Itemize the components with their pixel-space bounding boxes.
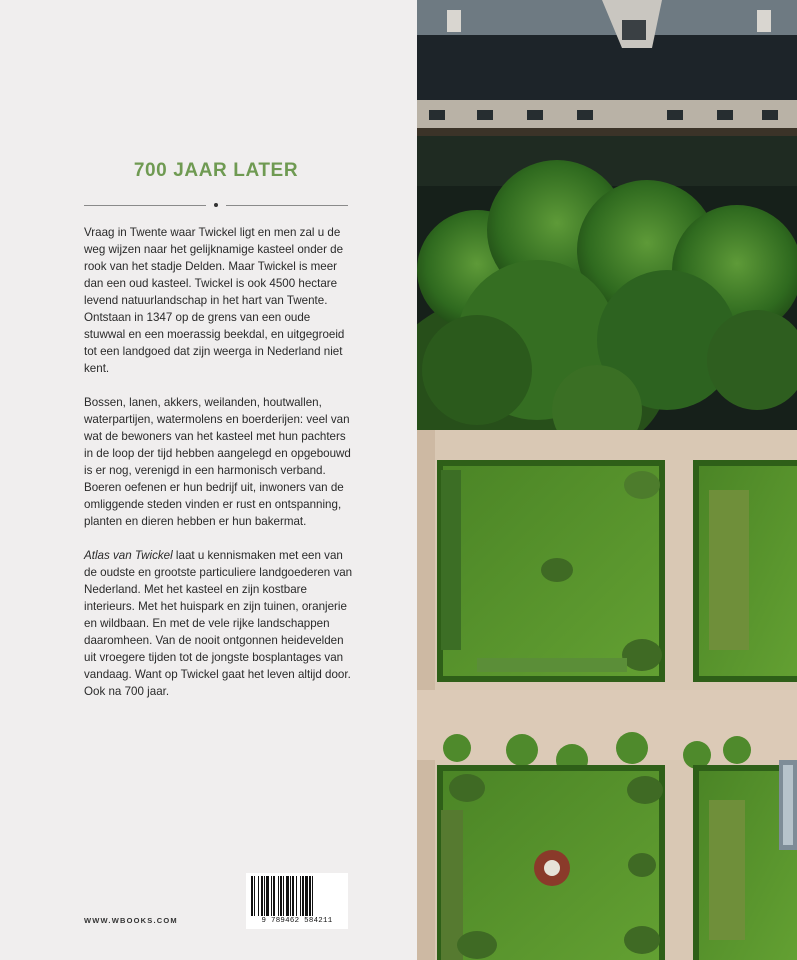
page-title: 700 JAAR LATER — [133, 160, 299, 181]
publisher-website: WWW.WBOOKS.COM — [84, 916, 178, 925]
barcode-icon — [250, 876, 344, 916]
paragraph-2: Bossen, lanen, akkers, weilanden, houtwallen, waterpartijen, watermolens en boerderijen: veel van wat de bewoners van het kasteel met hun pachters in de loop der tijd hebben aangelegd en opgebouwd is er nog, verenigd in een harmonisch verband. Boeren oefenen er hun bedrijf uit, inwoners van de omliggende steden vinden er rust en ontspanning, planten en dieren hebben er hun bakermat. — [84, 396, 351, 528]
barcode-number: 9 789462 584211 — [261, 917, 333, 925]
book-title: Atlas van Twickel — [84, 549, 173, 562]
garden-aerial-image — [417, 0, 797, 960]
divider-dot-icon — [214, 203, 218, 207]
aerial-garden-photo — [417, 0, 797, 960]
ornamental-divider — [84, 205, 348, 207]
blurb-text — [84, 224, 354, 717]
paragraph-1: Vraag in Twente waar Twickel ligt en men zal u de weg wijzen naar het gelijknamige kasteel onder de rook van het stadje Delden. Maar Twickel is meer dan een oud kasteel. Twickel is ook 4500 hectare levend natuurlandschap in het hart van Twente. Ontstaan in 1347 op de grens van een oude stuwwal en een moerassig beekdal, en uitgegroeid tot een landgoed dat zijn weerga in Nederland niet kent. — [84, 226, 345, 375]
isbn-barcode — [246, 873, 348, 929]
paragraph-3 — [84, 547, 354, 700]
paragraph-3-text: laat u kennismaken met een van de oudste en grootste particuliere landgoederen van Nederland. Met het kasteel en zijn kostbare interieurs. Met het huispark en zijn tuinen, oranjerie en wildbaan. En met de vele rijke landschappen daaromheen. Van de nooit ontgonnen heidevelden uit vroegere tijden tot de jongste bosplantages van vandaag. Want op Twickel gaat het leven altijd door. Ook na 700 jaar. — [84, 549, 353, 698]
